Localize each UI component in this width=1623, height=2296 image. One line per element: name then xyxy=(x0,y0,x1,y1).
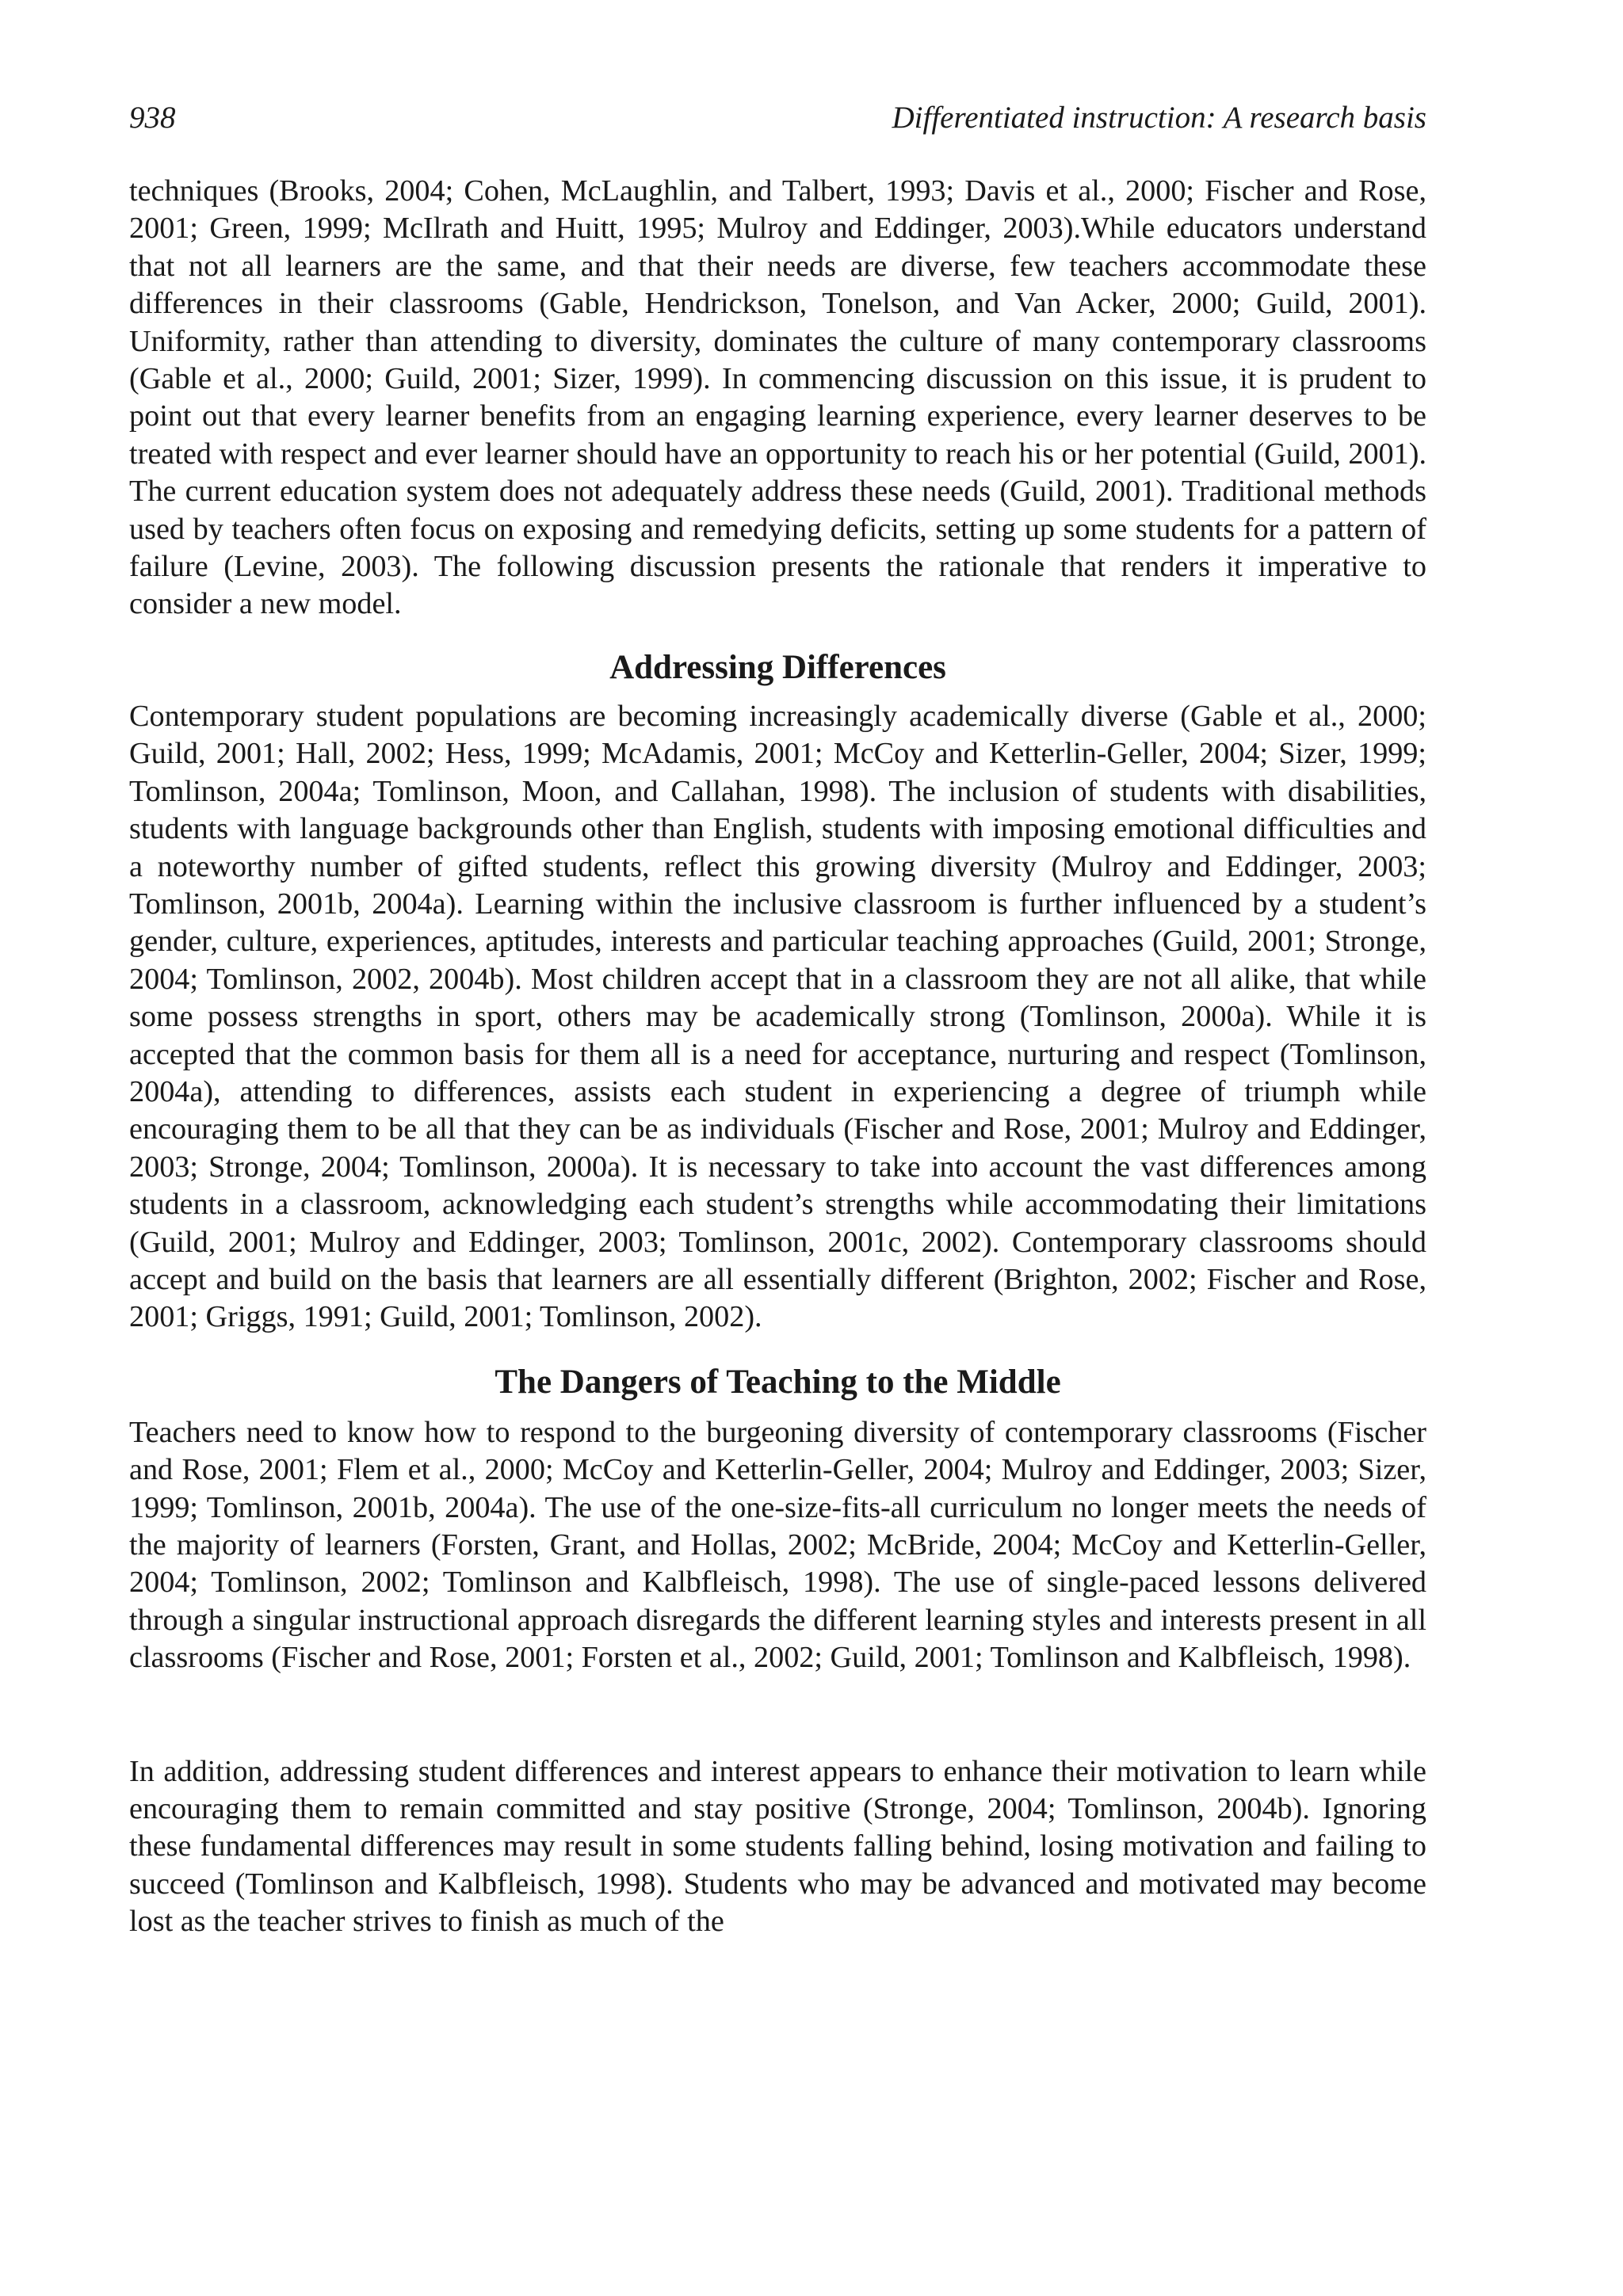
paragraph-addressing-differences: Contemporary student populations are becoming increasingly academically diverse (Gable et al., 2000; Guild, 2001; Hall, 2002; Hess, 1999; McAdamis, 2001; McCoy and Ketterlin-Geller, 2004; Sizer, 1999; Tomlinson, 2004a; Tomlinson, Moon, and Callahan, 1998). The inclusion of students with disabilities, students with language backgrounds other than English, students with imposing emotional difficulties and a noteworthy number of gifted students, reflect this growing diversity (Mulroy and Eddinger, 2003; Tomlinson, 2001b, 2004a). Learning within the inclusive classroom is further influenced by a student’s gender, culture, experiences, aptitudes, interests and particular teaching approaches (Guild, 2001; Stronge, 2004; Tomlinson, 2002, 2004b). Most children accept that in a classroom they are not all alike, that while some possess strengths in sport, others may be academically strong (Tomlinson, 2000a). While it is accepted that the common basis for them all is a need for acceptance, nurturing and respect (Tomlinson, 2004a), attending to differences, assists each student in experiencing a degree of triumph while encouraging them to be all that they can be as individuals (Fischer and Rose, 2001; Mulroy and Eddinger, 2003; Stronge, 2004; Tomlinson, 2000a). It is necessary to take into account the vast differences among students in a classroom, acknowledging each student’s strengths while accommodating their limitations (Guild, 2001; Mulroy and Eddinger, 2003; Tomlinson, 2001c, 2002). Contemporary classrooms should accept and build on the basis that learners are all essentially different (Brighton, 2002; Fischer and Rose, 2001; Griggs, 1991; Guild, 2001; Tomlinson, 2002). xyxy=(129,699,1426,1334)
section-heading-addressing-differences: Addressing Differences xyxy=(609,648,946,686)
section-heading-dangers-of-teaching: The Dangers of Teaching to the Middle xyxy=(495,1363,1061,1401)
paragraph-dangers-of-teaching: Teachers need to know how to respond to the burgeoning diversity of contemporary classrooms (Fischer and Rose, 2001; Flem et al., 2000; McCoy and Ketterlin-Geller, 2004; Mulroy and Eddinger, 2003; Sizer, 1999; Tomlinson, 2001b, 2004a). The use of the one-size-fits-all curriculum no longer meets the needs of the majority of learners (Forsten, Grant, and Hollas, 2002; McBride, 2004; McCoy and Ketterlin-Geller, 2004; Tomlinson, 2002; Tomlinson and Kalbfleisch, 1998). The use of single-paced lessons delivered through a singular instructional approach disregards the different learning styles and interests present in all classrooms (Fischer and Rose, 2001; Forsten et al., 2002; Guild, 2001; Tomlinson and Kalbfleisch, 1998). xyxy=(129,1415,1426,1675)
running-title: Differentiated instruction: A research basis xyxy=(892,101,1426,135)
paragraph-in-addition: In addition, addressing student differences and interest appears to enhance their motivation to learn while encouraging them to remain committed and stay positive (Stronge, 2004; Tomlinson, 2004b). Ignoring these fundamental differences may result in some students falling behind, losing motivation and failing to succeed (Tomlinson and Kalbfleisch, 1998). Students who may be advanced and motivated may become lost as the teacher strives to finish as much of the xyxy=(129,1754,1426,1939)
body-text xyxy=(129,173,1426,1941)
paragraph-intro: techniques (Brooks, 2004; Cohen, McLaughlin, and Talbert, 1993; Davis et al., 2000; Fischer and Rose, 2001; Green, 1999; McIlrath and Huitt, 1995; Mulroy and Eddinger, 2003).While educators understand that not all learners are the same, and that their needs are diverse, few teachers accommodate these differences in their classrooms (Gable, Hendrickson, Tonelson, and Van Acker, 2000; Guild, 2001). Uniformity, rather than attending to diversity, dominates the culture of many contemporary classrooms (Gable et al., 2000; Guild, 2001; Sizer, 1999). In commencing discussion on this issue, it is prudent to point out that every learner benefits from an engaging learning experience, every learner deserves to be treated with respect and ever learner should have an opportunity to reach his or her potential (Guild, 2001). The current education system does not adequately address these needs (Guild, 2001). Traditional methods used by teachers often focus on exposing and remedying deficits, setting up some students for a pattern of failure (Levine, 2003). The following discussion presents the rationale that renders it imperative to consider a new model. xyxy=(129,174,1426,621)
page-number: 938 xyxy=(129,101,176,135)
running-header xyxy=(129,98,1426,138)
